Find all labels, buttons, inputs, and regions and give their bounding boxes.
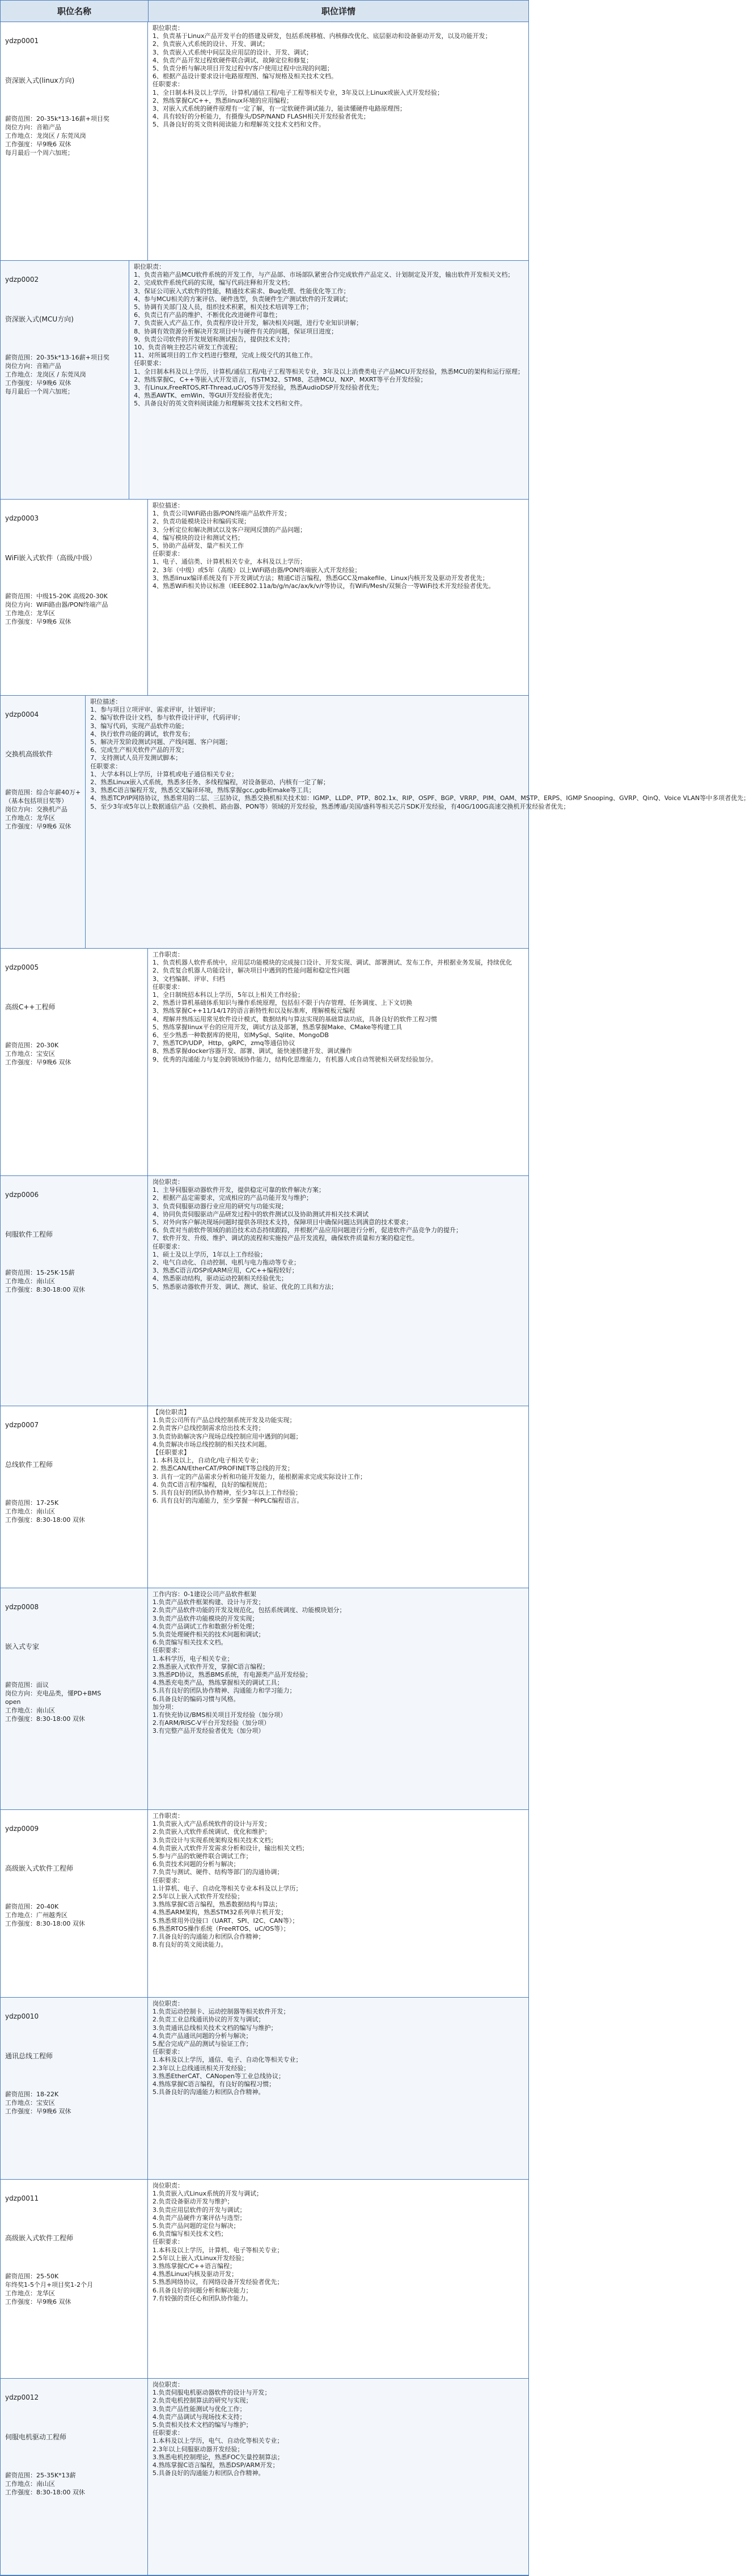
job-detail-line: 5. 具有良好的团队协作精神，至少3年以上工作经验； bbox=[153, 1489, 302, 1497]
job-detail-line: 7、支持测试人员开发测试脚本； bbox=[90, 754, 182, 762]
job-title: 总线软件工程师 bbox=[5, 1461, 53, 1469]
job-detail-line: 6.负责技术问题的分析与解决； bbox=[153, 1860, 240, 1868]
job-detail-line: 3.负责通讯总线相关技术文档的编写与维护； bbox=[153, 2024, 277, 2032]
job-detail-line: 3、有Linux,FreeRTOS,RT-Thread,uC/OS等开发经验，熟悉AudioDSP开发经验者优先； bbox=[134, 384, 383, 392]
job-detail-line: 4.负责产品调试与现场技术支持； bbox=[153, 2413, 246, 2421]
job-detail-line: 1.计算机、电子、自动化等相关专业本科及以上学历； bbox=[153, 1884, 302, 1892]
job-detail-line: 3、负责嵌入式系统中间层及应用层的设计、开发、调试； bbox=[153, 48, 312, 56]
job-detail-line: 6.具备良好的编码习惯与风格。 bbox=[153, 1695, 240, 1703]
job-detail-cell bbox=[148, 2379, 528, 2575]
job-detail-line: 任职要求： bbox=[90, 762, 122, 770]
job-detail-line: 【岗位职责】 bbox=[153, 1408, 190, 1416]
job-detail-line: 2.5年以上嵌入式软件开发经验； bbox=[153, 1893, 244, 1901]
job-detail-line: 5.负责处理硬件相关的技术问题和调试； bbox=[153, 1631, 265, 1639]
table-row bbox=[1, 1406, 528, 1588]
table-row bbox=[1, 1998, 528, 2180]
job-meta-line: 工作地点：龙华区 bbox=[5, 610, 55, 617]
job-detail-cell bbox=[129, 261, 528, 499]
job-detail-line: 5、具备良好的英文资料阅读能力和理解英文技术文档和文件。 bbox=[134, 400, 307, 408]
job-detail-line: 8.有良好的英文阅读能力。 bbox=[153, 1941, 227, 1949]
job-detail-line: 2.熟悉嵌入式软件开发，掌握C语言编程； bbox=[153, 1663, 269, 1670]
job-detail-line: 2、3年（中级）或5年（高级）以上WiFi路由器/PON终端嵌入式开发经验； bbox=[153, 566, 361, 574]
job-code: ydzp0001 bbox=[5, 37, 39, 45]
job-detail-line: 3、熟练掌握C++11/14/17的语言新特性和以及标准库，理解模板元编程 bbox=[153, 1007, 355, 1015]
job-detail-line: 2.3年以上伺服驱动器开发经验； bbox=[153, 2445, 244, 2453]
job-meta-line: 工作强度：8:30-18:00 双休 bbox=[5, 1715, 85, 1723]
job-detail-line: 2、负责功能模块设计和编码实现； bbox=[153, 518, 250, 526]
job-detail-line: 1、大学本科以上学历，计算机或电子通信相关专业； bbox=[90, 770, 238, 778]
job-detail-line: 2、编写软件设计文档，参与软件设计评审，代码评审； bbox=[90, 714, 244, 722]
job-meta-line: 工作地点：龙岗区 / 东莞凤岗 bbox=[5, 371, 86, 378]
job-detail-line: 1.负责嵌入式Linux系统的开发与调试； bbox=[153, 2190, 263, 2198]
job-code: ydzp0009 bbox=[5, 1825, 39, 1833]
job-detail-line: 2、电气自动化、自动控制、电机与电力拖动等专业； bbox=[153, 1259, 300, 1267]
job-meta-line: 岗位方向：交换机产品 bbox=[5, 806, 67, 813]
job-detail-line: 2.负责嵌入式软件系统调试、优化和维护； bbox=[153, 1828, 271, 1836]
job-detail-line: 2.负责产品软件功能的开发及规范化，包括系统调度、功能模块划分； bbox=[153, 1606, 346, 1614]
job-title: 高级C++工程师 bbox=[5, 1003, 56, 1011]
job-detail-line: 工作职责： bbox=[153, 1812, 184, 1820]
job-detail-line: 任职要求： bbox=[153, 1647, 184, 1655]
job-detail-line: 2、完成软件系统代码的实现，编写代码注释和开发文档； bbox=[134, 279, 294, 287]
job-detail-line: 5、熟悉驱动器软件开发、调试、测试、验证、优化的工具和方法； bbox=[153, 1283, 337, 1291]
job-summary-cell bbox=[1, 1588, 148, 1809]
job-rows bbox=[1, 22, 750, 2575]
job-detail-line: 7.负责与测试、硬件、结构等部门的沟通协调； bbox=[153, 1868, 283, 1876]
job-detail-line: 5、协调有关部门及人员，组织技术积累，相关技术培训等工作； bbox=[134, 303, 313, 311]
job-detail-line: 1.负责伺服电机驱动器软件的设计与开发； bbox=[153, 2389, 271, 2397]
job-meta-line: 岗位方向：音箱产品 bbox=[5, 124, 61, 131]
job-title: 高级嵌入式软件工程师 bbox=[5, 1864, 74, 1872]
job-detail-line: 6、负责已有产品的维护、不断优化改进硬件可靠性； bbox=[134, 311, 282, 319]
job-meta-line: 工作强度：早9晚6 双休 bbox=[5, 2108, 71, 2115]
job-meta-line: 工作地点：宝安区 bbox=[5, 1050, 55, 1058]
table-row bbox=[1, 261, 528, 500]
job-code: ydzp0011 bbox=[5, 2194, 39, 2202]
job-detail-cell bbox=[86, 696, 754, 948]
job-detail-line: 4、理解并熟练运用常见软件设计模式，数据结构与算法实现的基础算法功底，具备良好的软件工程习惯 bbox=[153, 1015, 437, 1023]
job-detail-line: 2.负责客户总线控制需求给出技术支持； bbox=[153, 1424, 265, 1432]
job-detail-line: 职位职责： bbox=[153, 24, 184, 32]
job-title: 伺服软件工程师 bbox=[5, 1230, 53, 1238]
job-detail-line: 1、负责机器人软件系统中，应用层功能模块的完成接口设计、开发实现、调试、部署测试、发布工作，并根据业务发展，持续优化 bbox=[153, 959, 512, 967]
job-detail-line: 3、负责伺服驱动器行业应用的研究与功能实现； bbox=[153, 1202, 287, 1210]
job-detail-line: 6、负责对当前软件领域的前沿技术动态持续跟踪，并根据产品应用问题进行分析，促进软件产品竞争力的提升； bbox=[153, 1226, 462, 1234]
job-detail-line: 3.负责产品软件功能模块的开发实现； bbox=[153, 1614, 259, 1622]
job-code: ydzp0010 bbox=[5, 2012, 39, 2020]
job-detail-cell bbox=[148, 500, 528, 695]
job-meta-line: 薪资范围：25-50K bbox=[5, 2273, 59, 2280]
job-detail-line: 5.负责产品问题的定位与解决； bbox=[153, 2222, 240, 2230]
job-detail-line: 6. 具有良好的沟通能力，至少掌握一种PLC编程语言。 bbox=[153, 1497, 303, 1505]
job-meta-line: 薪资范围：18-22K bbox=[5, 2091, 59, 2098]
job-detail-line: 3、文档编制、评审、归档 bbox=[153, 975, 225, 983]
job-detail-line: 5.配合完成产品的测试与验证工作； bbox=[153, 2040, 252, 2048]
job-meta-line: 薪资范围：中级15-20K 高级20-30K bbox=[5, 593, 108, 600]
job-meta-line: （基本包括项目奖等） bbox=[5, 797, 67, 805]
job-detail-line: 4、具有较好的分析能力，有摄像头/DSP/NAND FLASH相关开发经验者优先； bbox=[153, 113, 370, 121]
job-meta-line: 岗位方向：WiFi路由器/PON终端产品 bbox=[5, 601, 108, 608]
job-meta-line: 工作地点：南山区 bbox=[5, 1707, 55, 1714]
job-detail-line: 3、熟悉C语言编程开发，熟悉交叉编译环境，熟练掌握gcc,gdb和make等工具； bbox=[90, 786, 315, 794]
job-detail-line: 3、编写代码，实现产品软件功能； bbox=[90, 722, 188, 730]
job-detail-line: 3、对嵌入式系统的硬件原理有一定了解，有一定软硬件调试能力，能读懂硬件电路原理图； bbox=[153, 105, 406, 113]
job-detail-line: 任职要求： bbox=[153, 2048, 184, 2056]
job-detail-line: 2.负责电机控制算法的研究与实现； bbox=[153, 2397, 252, 2405]
job-detail-line: 4、编写模块的设计和测试文档； bbox=[153, 534, 244, 542]
job-detail-line: 3.有完整产品开发经验者优先（加分项） bbox=[153, 1727, 265, 1735]
job-detail-line: 1、硕士及以上学历，1年以上工作经验； bbox=[153, 1250, 266, 1258]
job-meta-line: 薪资范围：20-40K bbox=[5, 1903, 59, 1910]
job-detail-line: 5、具备良好的英文资料阅读能力和理解英文技术文档和文件。 bbox=[153, 121, 325, 129]
job-title: 资深嵌入式(linux方向) bbox=[5, 77, 75, 84]
job-meta-line: 岗位方向：充电品类，懂PD+BMS bbox=[5, 1690, 101, 1697]
table-row bbox=[1, 1810, 528, 1998]
job-detail-line: 6.负责编写相关技术文档。 bbox=[153, 1639, 227, 1647]
job-detail-line: 5.熟悉常用外设接口（UART、SPI、I2C、CAN等）； bbox=[153, 1917, 299, 1924]
table-row bbox=[1, 1588, 528, 1810]
job-detail-line: 4、熟悉TCP/IP网络协议，熟悉常用的二层、三层协议，熟悉交换机相关技术如：IGMP、LLDP、PTP、802.1x、RIP、OSPF、BGP、VRRP、PIM、OAM、MSTP、ERPS、IGMP Snooping、GVRP、QinQ、Voice VLAN等中多项者优先； bbox=[90, 794, 750, 802]
job-code: ydzp0012 bbox=[5, 2393, 39, 2401]
job-detail-line: 任职要求： bbox=[153, 2429, 184, 2437]
job-detail-cell bbox=[148, 1998, 528, 2179]
job-detail-line: 4.熟练掌握C语言编程，有良好的编程习惯； bbox=[153, 2080, 276, 2088]
job-detail-line: 4、熟悉WiFi相关协议标准（IEEE802.11a/b/g/n/ac/ax/k/v/r等协议，有WiFi/Mesh/双频合一等WiFi技术开发经验者优先。 bbox=[153, 582, 495, 590]
table-row bbox=[1, 949, 528, 1176]
job-code: ydzp0006 bbox=[5, 1191, 39, 1199]
job-detail-line: 4.负责解决市场总线控制的相关技术问题。 bbox=[153, 1440, 271, 1448]
job-meta-line: 每月最后一个周六加班； bbox=[5, 388, 74, 395]
job-summary-cell bbox=[1, 696, 86, 948]
job-detail-line: 工作职责： bbox=[153, 951, 184, 958]
job-detail-line: 职位职责： bbox=[134, 263, 166, 270]
job-meta bbox=[5, 788, 81, 831]
job-detail-line: 4、执行软件功能的调试，软件发布； bbox=[90, 730, 194, 738]
job-detail-line: 6、根据产品设计要求设计电路原理图、编写规格及相关技术文档。 bbox=[153, 73, 337, 81]
job-detail-line: 岗位职责： bbox=[153, 2182, 184, 2189]
job-meta bbox=[5, 592, 143, 626]
job-detail-line: 1、负责公司WiFi路由器/PON终端产品软件开发； bbox=[153, 510, 291, 518]
job-meta-line: 工作地点：龙华区 bbox=[5, 814, 55, 822]
table-row bbox=[1, 2379, 528, 2575]
job-detail-cell bbox=[148, 1810, 528, 1997]
job-detail-line: 工作内容：0-1建设公司产品软件框架 bbox=[153, 1591, 256, 1598]
job-detail-line: 1、参与项目立项评审、需求评审，计划评审； bbox=[90, 706, 219, 714]
job-detail-line: 1、全日制本科及以上学历，计算机/通信工程/电子工程等相关专业，3年及以上Linux或嵌入式开发经验； bbox=[153, 88, 444, 96]
job-detail-line: 2. 熟悉CAN/EtherCAT/PROFINET等总线的开发； bbox=[153, 1465, 294, 1473]
job-detail-line: 任职要求： bbox=[153, 983, 184, 991]
job-detail-line: 任职要求： bbox=[153, 2238, 184, 2246]
job-detail-line: 岗位职责： bbox=[153, 2381, 184, 2388]
job-detail-line: 1.本科及以上学历，电气、自动化等相关专业； bbox=[153, 2437, 283, 2445]
job-summary-cell bbox=[1, 949, 148, 1175]
job-detail-line: 4.负责产品硬件方案评估与选型； bbox=[153, 2214, 246, 2222]
job-code: ydzp0002 bbox=[5, 276, 39, 284]
job-meta-line: 工作地点：龙岗区 / 东莞凤岗 bbox=[5, 132, 86, 139]
job-meta bbox=[5, 1268, 143, 1294]
job-title: WiFi嵌入式软件（高级/中级） bbox=[5, 554, 96, 562]
job-detail-line: 8、协调有效资源分析解决开发项目中与硬件有关的问题，保证项目进度； bbox=[134, 327, 338, 335]
job-detail-line: 4.熟练掌握C语言编程，熟悉DSP/ARM开发； bbox=[153, 2461, 279, 2469]
job-detail-line: 4、负责产品开发过程软硬件联合调试、故障定位和修复； bbox=[153, 56, 312, 64]
job-detail-line: 5.负责相关技术文档的编写与维护； bbox=[153, 2421, 252, 2429]
job-detail-line: 7、熟悉TCP/UDP，Http，gRPC，zmq等通信协议 bbox=[153, 1039, 295, 1047]
job-meta-line: 工作地点：南山区 bbox=[5, 1278, 55, 1285]
header-job-detail: 职位详情 bbox=[321, 6, 355, 16]
job-detail-line: 7、负责嵌入式产品工作，负责程序设计开发，解决相关问题，进行专业知识讲解； bbox=[134, 319, 363, 327]
job-code: ydzp0003 bbox=[5, 514, 39, 522]
job-detail-line: 1.有快充协议/BMS相关项目开发经验（加分项） bbox=[153, 1711, 287, 1719]
job-meta-line: 每月最后一个周六加班； bbox=[5, 149, 74, 156]
job-detail-line: 9、优秀的沟通能力与复杂跨领域协作能力，结构化思维能力，有机器人或自动驾驶相关研发经验加分。 bbox=[153, 1055, 437, 1063]
job-detail-line: 5、负责分析与解决项目开发过程中/客户使用过程中出现的问题； bbox=[153, 65, 333, 73]
job-detail-line: 4.熟悉Linux内核及驱动开发； bbox=[153, 2270, 238, 2278]
job-detail-line: 8、熟悉掌握docker容器开发、部署、调试，能快速搭建开发、调试操作 bbox=[153, 1047, 353, 1055]
job-meta bbox=[5, 1681, 143, 1723]
job-detail-line: 5、协助产品研发、量产相关工作 bbox=[153, 542, 244, 550]
job-detail-line: 7、软件开发、升级、维护、调试的流程和实施按产品开发流程，确保软件质量和方案的稳定性。 bbox=[153, 1234, 418, 1242]
job-meta-line: 薪资范围：综合年薪40万+ bbox=[5, 789, 81, 796]
job-detail-line: 职位描述： bbox=[153, 502, 184, 509]
job-detail-line: 4、协同负责伺服驱动产品研发过程中的软件测试以及协助测试并相关技术调试 bbox=[153, 1210, 368, 1218]
job-detail-line: 3.熟练掌握C语言编程，熟悉数据结构与算法； bbox=[153, 1901, 282, 1909]
job-meta-line: 工作强度：早9晚6 双休 bbox=[5, 141, 71, 148]
job-meta-line: 工作强度：早9晚6 双休 bbox=[5, 823, 71, 830]
job-detail-line: 7.具备良好的沟通能力和团队合作精神； bbox=[153, 1933, 265, 1941]
job-detail-line: 3、分析定位和解决测试以及客户现网反馈的产品问题； bbox=[153, 526, 306, 534]
job-detail-line: 6、至少熟悉一种数据库的使用，如MySql、Sqlite、MongoDB bbox=[153, 1031, 329, 1039]
job-title: 嵌入式专家 bbox=[5, 1643, 40, 1651]
job-meta-line: 工作强度：8:30-18:00 双休 bbox=[5, 1286, 85, 1293]
job-detail-line: 4. 负责C语言程序编程，良好的编程规范； bbox=[153, 1481, 271, 1488]
job-detail-line: 任职要求： bbox=[153, 1876, 184, 1884]
job-meta bbox=[5, 1499, 143, 1524]
job-detail-line: 3、熟悉C语言/DSP或ARM应用，C/C++编程较好； bbox=[153, 1267, 298, 1275]
job-meta-line: 工作地点：南山区 bbox=[5, 1508, 55, 1515]
job-detail-line: 1、全日制统招本科以上学历，5年以上相关工作经验； bbox=[153, 991, 304, 999]
table-row bbox=[1, 2180, 528, 2379]
job-detail-cell bbox=[148, 1588, 528, 1809]
job-summary-cell bbox=[1, 2180, 148, 2378]
job-summary-cell bbox=[1, 261, 129, 499]
job-detail-line: 任职要求： bbox=[153, 81, 184, 88]
job-detail-line: 5.参与产品的软硬件联合调试工作； bbox=[153, 1852, 252, 1860]
job-title: 高级嵌入式软件工程师 bbox=[5, 2234, 74, 2242]
job-summary-cell bbox=[1, 1810, 148, 1997]
job-detail-cell bbox=[148, 949, 528, 1175]
table-row bbox=[1, 1176, 528, 1406]
job-detail-line: 2.3年以上总线通讯相关开发经验； bbox=[153, 2064, 250, 2072]
job-detail-line: 1.负责运动控制卡、运动控制器等相关软件开发； bbox=[153, 2008, 290, 2016]
job-detail-line: 1. 本科及以上，自动化/电子相关专业； bbox=[153, 1457, 262, 1465]
job-detail-line: 1.负责嵌入式产品系统软件的设计与开发； bbox=[153, 1820, 271, 1828]
job-summary-cell bbox=[1, 22, 148, 260]
job-detail-cell bbox=[148, 22, 528, 260]
job-summary-cell bbox=[1, 1176, 148, 1406]
job-detail-line: 6.熟悉RTOS操作系统（FreeRTOS、uC/OS等）； bbox=[153, 1924, 290, 1932]
job-meta-line: 年终奖1-5个月+项目奖1-2个月 bbox=[5, 2281, 94, 2289]
table-row bbox=[1, 22, 528, 261]
job-detail-line: 4、熟悉AWTK、emWin、等GUI开发经验者优先； bbox=[134, 392, 276, 400]
job-meta-line: 工作强度：8:30-18:00 双休 bbox=[5, 2489, 85, 2496]
job-detail-line: 4.负责产品调试工作和数据分析处理； bbox=[153, 1622, 259, 1630]
job-detail-line: 10、负责音响主控芯片研发工作流程； bbox=[134, 344, 242, 352]
job-meta-line: 薪资范围：17-25K bbox=[5, 1499, 59, 1507]
job-detail-line: 2.负责设备驱动开发与维护； bbox=[153, 2198, 234, 2206]
job-detail-line: 3. 具有一定的产品需求分析和功能开发能力，能根据需求完成实际设计工作； bbox=[153, 1473, 366, 1481]
job-detail-line: 5、解决开发阶段测试问题、产线问题、客户问题； bbox=[90, 738, 232, 746]
job-detail-line: 岗位职责： bbox=[153, 2000, 184, 2007]
job-detail-line: 4.负责嵌入式软件开发需求分析和设计，输出相关文档； bbox=[153, 1844, 308, 1852]
job-detail-line: 1.负责产品软件框架构建、设计与开发； bbox=[153, 1598, 265, 1606]
job-detail-line: 3.熟悉EtherCAT、CANopen等工业总线协议； bbox=[153, 2072, 285, 2080]
job-detail-line: 2、熟悉Linux嵌入式系统，熟悉多任务、多线程编程，对设备驱动、内核有一定了解； bbox=[90, 779, 329, 786]
job-detail-line: 5.具有良好的团队协作精神、沟通能力和学习能力； bbox=[153, 1687, 296, 1695]
job-meta bbox=[5, 353, 124, 396]
job-detail-line: 3.熟悉电机控制理论，熟悉FOC矢量控制算法； bbox=[153, 2453, 284, 2461]
job-title: 资深嵌入式(MCU方向) bbox=[5, 315, 74, 323]
job-meta-line: 工作强度：早9晚6 双休 bbox=[5, 1059, 71, 1066]
job-detail-cell bbox=[148, 1176, 528, 1406]
job-meta-line: 工作地点：龙华区 bbox=[5, 2290, 55, 2297]
job-detail-line: 岗位职责： bbox=[153, 1178, 184, 1186]
job-detail-line: 5、至少3年或5年以上数据通信产品（交换机、路由器、PON等）领域的开发经验，熟悉博通/美国/盛科等相关芯片SDK开发经验，有40G/100G高速交换机开发经验者优先； bbox=[90, 802, 570, 810]
job-detail-line: 任职要求： bbox=[134, 359, 166, 367]
job-detail-line: 3.熟悉PD协议，熟悉BMS系统，有电源类产品开发经验； bbox=[153, 1671, 312, 1679]
job-detail-line: 3.负责应用层软件的开发与调试； bbox=[153, 2206, 246, 2214]
job-detail-line: 5、熟练掌握linux平台的应用开发，调试方法及部署，熟悉掌握Make、CMake等构建工具 bbox=[153, 1023, 403, 1031]
job-detail-line: 5.具备良好的沟通能力和团队合作精神。 bbox=[153, 2469, 265, 2477]
job-detail-line: 3.熟练掌握C/C++语言编程； bbox=[153, 2262, 236, 2270]
job-detail-line: 3.负责产品性能测试与优化工作； bbox=[153, 2405, 246, 2413]
job-detail-line: 5.熟悉网络协议，有网络设备开发经验者优先； bbox=[153, 2278, 283, 2286]
job-detail-line: 任职要求： bbox=[153, 1242, 184, 1250]
job-detail-line: 2、熟练掌握C，C++等嵌入式开发语言，有STM32、STM8、芯唐MCU、NXP、MXRT等平台开发经验； bbox=[134, 375, 427, 383]
job-meta-line: 薪资范围：25-35K*13薪 bbox=[5, 2472, 76, 2479]
job-title: 通讯总线工程师 bbox=[5, 2052, 53, 2060]
job-title: 交换机高级软件 bbox=[5, 750, 53, 758]
job-detail-line: 加分项： bbox=[153, 1703, 177, 1711]
header-job-name: 职位名称 bbox=[1, 1, 149, 22]
job-detail-line: 11、对所属项目的工作文档进行整理，完成上级交代的其他工作。 bbox=[134, 352, 317, 359]
job-detail-line: 2.5年以上嵌入式Linux开发经验； bbox=[153, 2254, 248, 2262]
job-detail-line: 5.具备良好的沟通能力和团队合作精神。 bbox=[153, 2088, 265, 2096]
table-row bbox=[1, 500, 528, 696]
job-detail-line: 5、对外向客户解决现场问题时提供各项技术支持，保障项目中确保问题达到满意的技术要求； bbox=[153, 1219, 412, 1226]
job-detail-line: 2.负责工业总线通讯协议的开发与调试； bbox=[153, 2016, 265, 2024]
job-detail-line: 4、参与MCU相关的方案评估、硬件选型，负责硬件生产测试软件的开发调试； bbox=[134, 295, 352, 303]
job-detail-line: 2.有ARM/RISC-V平台开发经验（加分项） bbox=[153, 1719, 270, 1727]
job-meta bbox=[5, 115, 143, 157]
job-detail-line: 【任职要求】 bbox=[153, 1449, 190, 1457]
job-detail-line: 职位描述： bbox=[90, 698, 122, 705]
job-meta-line: 薪资范围：20-35k*13-16薪+项目奖 bbox=[5, 354, 110, 361]
table-row bbox=[1, 696, 750, 949]
job-meta-line: 薪资范围：20-35k*13-16薪+项目奖 bbox=[5, 115, 110, 122]
job-detail-line: 2、根据产品定需要求，完成相应的产品功能开发与维护； bbox=[153, 1194, 312, 1202]
job-detail-line: 7.有较强的责任心和团队协作能力。 bbox=[153, 2294, 252, 2302]
job-summary-cell bbox=[1, 1998, 148, 2179]
job-detail-line: 1.本科及以上学历，通信、电子、自动化等相关专业； bbox=[153, 2056, 302, 2064]
job-meta-line: 工作地点：南山区 bbox=[5, 2480, 55, 2488]
job-meta-line: 工作地点：广州越秀区 bbox=[5, 1911, 67, 1919]
job-detail-line: 4.熟悉ARM架构，熟悉STM32系列单片机开发； bbox=[153, 1909, 287, 1917]
job-detail-cell bbox=[148, 1406, 528, 1588]
job-detail-line: 1、负责音箱产品MCU软件系统的开发工作，与产品部、市场部队紧密合作完成软件产品定义、计划制定及开发，输出软件开发相关文档； bbox=[134, 271, 514, 279]
job-code: ydzp0008 bbox=[5, 1603, 39, 1611]
job-meta-line: 工作强度：早9晚6 双休 bbox=[5, 2298, 71, 2306]
job-detail-line: 9、负责公司软件的开发规划和测试报告，提供技术支持； bbox=[134, 335, 294, 343]
job-detail-line: 6.负责编写相关技术文档； bbox=[153, 2230, 227, 2238]
job-detail-line: 3.负责设计与实现系统架构及相关技术文档； bbox=[153, 1836, 277, 1844]
job-code: ydzp0007 bbox=[5, 1421, 39, 1429]
job-detail-line: 3.负责协助解决客户现场总线控制应用中遇到的问题； bbox=[153, 1432, 302, 1440]
job-detail-line: 6.具备良好的问题分析和解决能力； bbox=[153, 2286, 252, 2294]
job-detail-line: 2、负责嵌入式系统的设计、开发、调试； bbox=[153, 40, 269, 48]
job-detail-line: 3、保证公司嵌入式软件的性能，精通技术需求、Bug处理、性能优化等工作； bbox=[134, 287, 350, 295]
job-meta-line: 工作强度：8:30-18:00 双休 bbox=[5, 1920, 85, 1927]
job-title: 伺服电机驱动工程师 bbox=[5, 2433, 67, 2441]
job-detail-line: 1.本科学历，电子相关专业； bbox=[153, 1655, 234, 1663]
job-detail-line: 2、熟悉计算机基础体系知识与操作系统原理，包括但不限于内存管理、任务调度、上下文切换 bbox=[153, 999, 412, 1007]
job-detail-line: 3、熟悉linux编译系统及有下开发调试方法；精通C语言编程，熟悉GCC及makefile、Linux内核开发及驱动开发者优先； bbox=[153, 574, 489, 582]
job-detail-line: 2、负责复合机器人功能设计，解决项目中遇到的性能问题和稳定性问题 bbox=[153, 967, 350, 975]
job-detail-line: 1、负责基于Linux产品开发平台的搭建及研发，包括系统移植、内核修改优化、底层驱动和设备驱动开发，以及功能开发； bbox=[153, 32, 492, 40]
job-meta-line: 薪资范围：20-30K bbox=[5, 1042, 59, 1049]
job-detail-line: 1、主导伺服驱动器软件开发，提供稳定可靠的软件解决方案； bbox=[153, 1186, 325, 1194]
job-meta-line: 薪资范围：15-25K·15薪 bbox=[5, 1269, 75, 1276]
table-header bbox=[1, 0, 528, 22]
job-detail-line: 4.负责产品通讯问题的分析与解决； bbox=[153, 2032, 252, 2040]
job-meta-line: 工作地点：宝安区 bbox=[5, 2099, 55, 2107]
job-detail-line: 1、电子、通信类、计算机相关专业，本科及以上学历； bbox=[153, 558, 306, 566]
job-detail-line: 6、完成生产相关软件产品的开发； bbox=[90, 746, 188, 754]
job-detail-line: 任职要求： bbox=[153, 550, 184, 558]
job-meta-line: 工作强度：8:30-18:00 双休 bbox=[5, 1516, 85, 1524]
job-meta bbox=[5, 2272, 143, 2306]
job-code: ydzp0004 bbox=[5, 710, 39, 718]
job-meta bbox=[5, 1041, 143, 1067]
job-meta bbox=[5, 2090, 143, 2116]
job-detail-line: 1.本科及以上学历，计算机、电子等相关专业； bbox=[153, 2246, 283, 2254]
job-summary-cell bbox=[1, 2379, 148, 2575]
job-code: ydzp0005 bbox=[5, 963, 39, 971]
job-summary-cell bbox=[1, 1406, 148, 1588]
job-detail-cell bbox=[148, 2180, 528, 2378]
job-detail-line: 2、熟练掌握C/C++，熟悉linux环境的应用编程； bbox=[153, 96, 293, 104]
job-meta-line: 工作强度：早9晚6 双休 bbox=[5, 618, 71, 625]
job-meta bbox=[5, 1902, 143, 1928]
job-detail-line: 1.负责公司所有产品总线控制系统开发及功能实现； bbox=[153, 1416, 296, 1424]
job-summary-cell bbox=[1, 500, 148, 695]
job-detail-line: 4、熟悉驱动结构，驱动运动控制相关经验优先； bbox=[153, 1275, 287, 1283]
job-meta-line: open bbox=[5, 1698, 21, 1706]
job-meta bbox=[5, 2471, 143, 2497]
job-meta-line: 薪资范围：面议 bbox=[5, 1681, 49, 1689]
job-detail-line: 1、全日制本科及以上学历，计算机/通信工程/电子工程等相关专业，3年及以上消费类电子产品MCU开发经验，熟悉MCU的架构和运行原理； bbox=[134, 367, 524, 375]
job-meta-line: 岗位方向：音箱产品 bbox=[5, 362, 61, 370]
job-detail-line: 4.熟悉充电类产品，熟练掌握相关的调试工具； bbox=[153, 1679, 283, 1687]
job-meta-line: 工作强度：早9晚6 双休 bbox=[5, 379, 71, 387]
